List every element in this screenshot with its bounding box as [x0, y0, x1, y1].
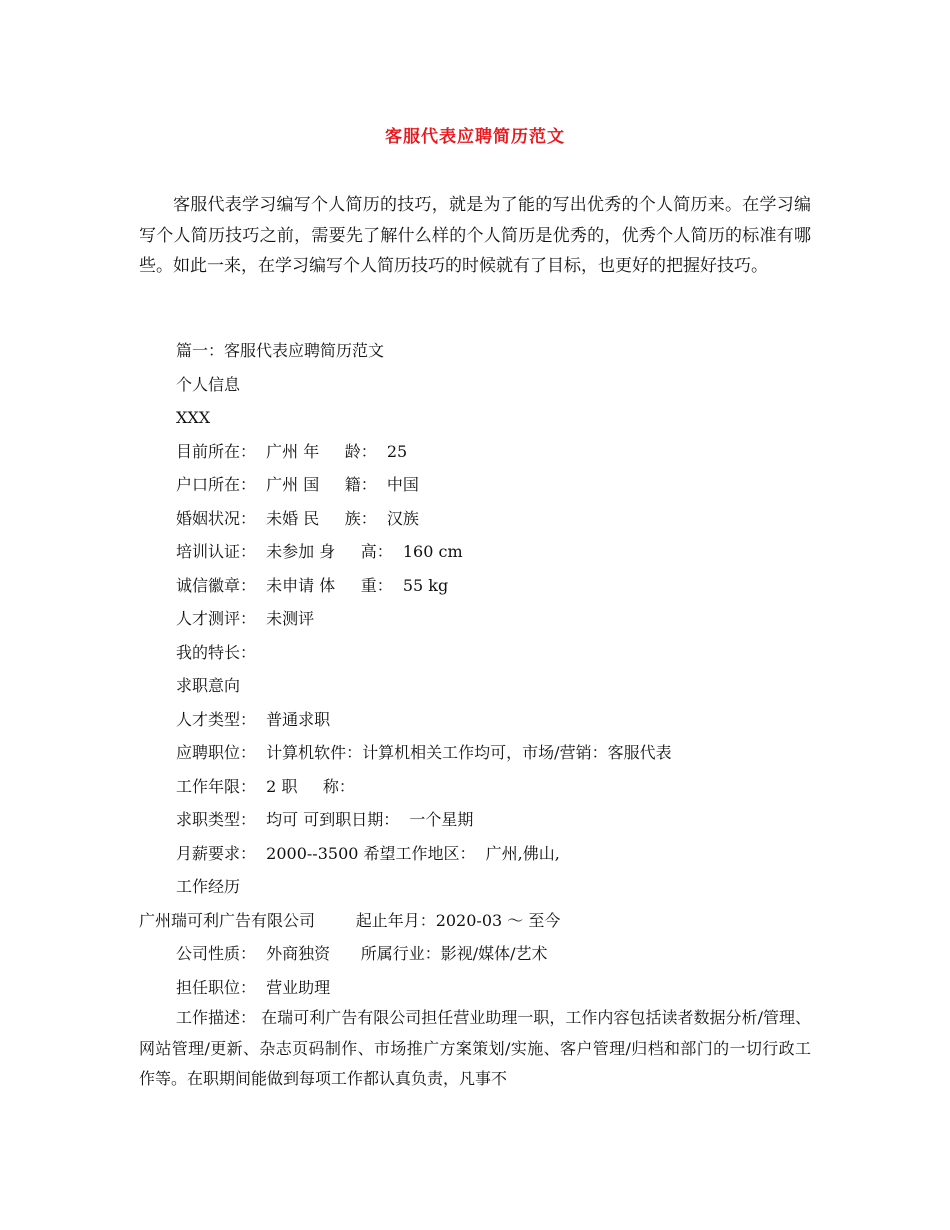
- position-line: 应聘职位： 计算机软件：计算机相关工作均可，市场/营销：客服代表: [176, 743, 672, 762]
- work-history-heading: 工作经历: [176, 877, 241, 896]
- hukou-nationality-line: 户口所在： 广州 国 籍： 中国: [176, 475, 419, 494]
- name-line: XXX: [176, 408, 211, 427]
- location-age-line: 目前所在： 广州 年 龄： 25: [176, 441, 408, 461]
- talent-type-line: 人才类型： 普通求职: [176, 709, 331, 729]
- section-heading: 篇一：客服代表应聘简历范文: [176, 341, 385, 360]
- job-intention-heading: 求职意向: [176, 676, 241, 695]
- resume-lines: [139, 334, 816, 1004]
- experience-title-line: 工作年限： 2 职 称：: [176, 776, 355, 796]
- specialty-line: 我的特长：: [176, 642, 257, 662]
- company-nature-line: 公司性质： 外商独资 所属行业：影视/媒体/艺术: [176, 944, 548, 963]
- salary-area-line: 月薪要求： 2000--3500 希望工作地区： 广州,佛山,: [176, 843, 560, 863]
- intro-paragraph: 客服代表学习编写个人简历的技巧，就是为了能的写出优秀的个人简历来。在学习编写个人简历技巧之前，需要先了解什么样的个人简历是优秀的，优秀个人简历的标准有哪些。如此一来，在学习编写个人简历技巧的时候就有了目标，也更好的把握好技巧。: [139, 195, 811, 276]
- role-line: 担任职位： 营业助理: [176, 977, 331, 997]
- company-period-line: 广州瑞可利广告有限公司 起止年月：2020-03 ～ 至今: [139, 910, 561, 930]
- work-description-paragraph: 工作描述： 在瑞可利广告有限公司担任营业助理一职，工作内容包括读者数据分析/管理、网站管理/更新、杂志页码制作、市场推广方案策划/实施、客户管理/归档和部门的一切行政工作等。在职期间能做到每项工作都认真负责，凡事不: [139, 1008, 811, 1088]
- training-height-line: 培训认证： 未参加 身 高： 160 cm: [176, 542, 463, 561]
- job-type-line: 求职类型： 均可 可到职日期： 一个星期: [176, 810, 474, 829]
- assessment-line: 人才测评： 未测评: [176, 609, 315, 628]
- badge-weight-line: 诚信徽章： 未申请 体 重： 55 kg: [176, 575, 449, 595]
- document-title: 客服代表应聘简历范文: [385, 127, 565, 147]
- personal-info-heading: 个人信息: [176, 374, 241, 394]
- marital-ethnicity-line: 婚姻状况： 未婚 民 族： 汉族: [176, 508, 419, 528]
